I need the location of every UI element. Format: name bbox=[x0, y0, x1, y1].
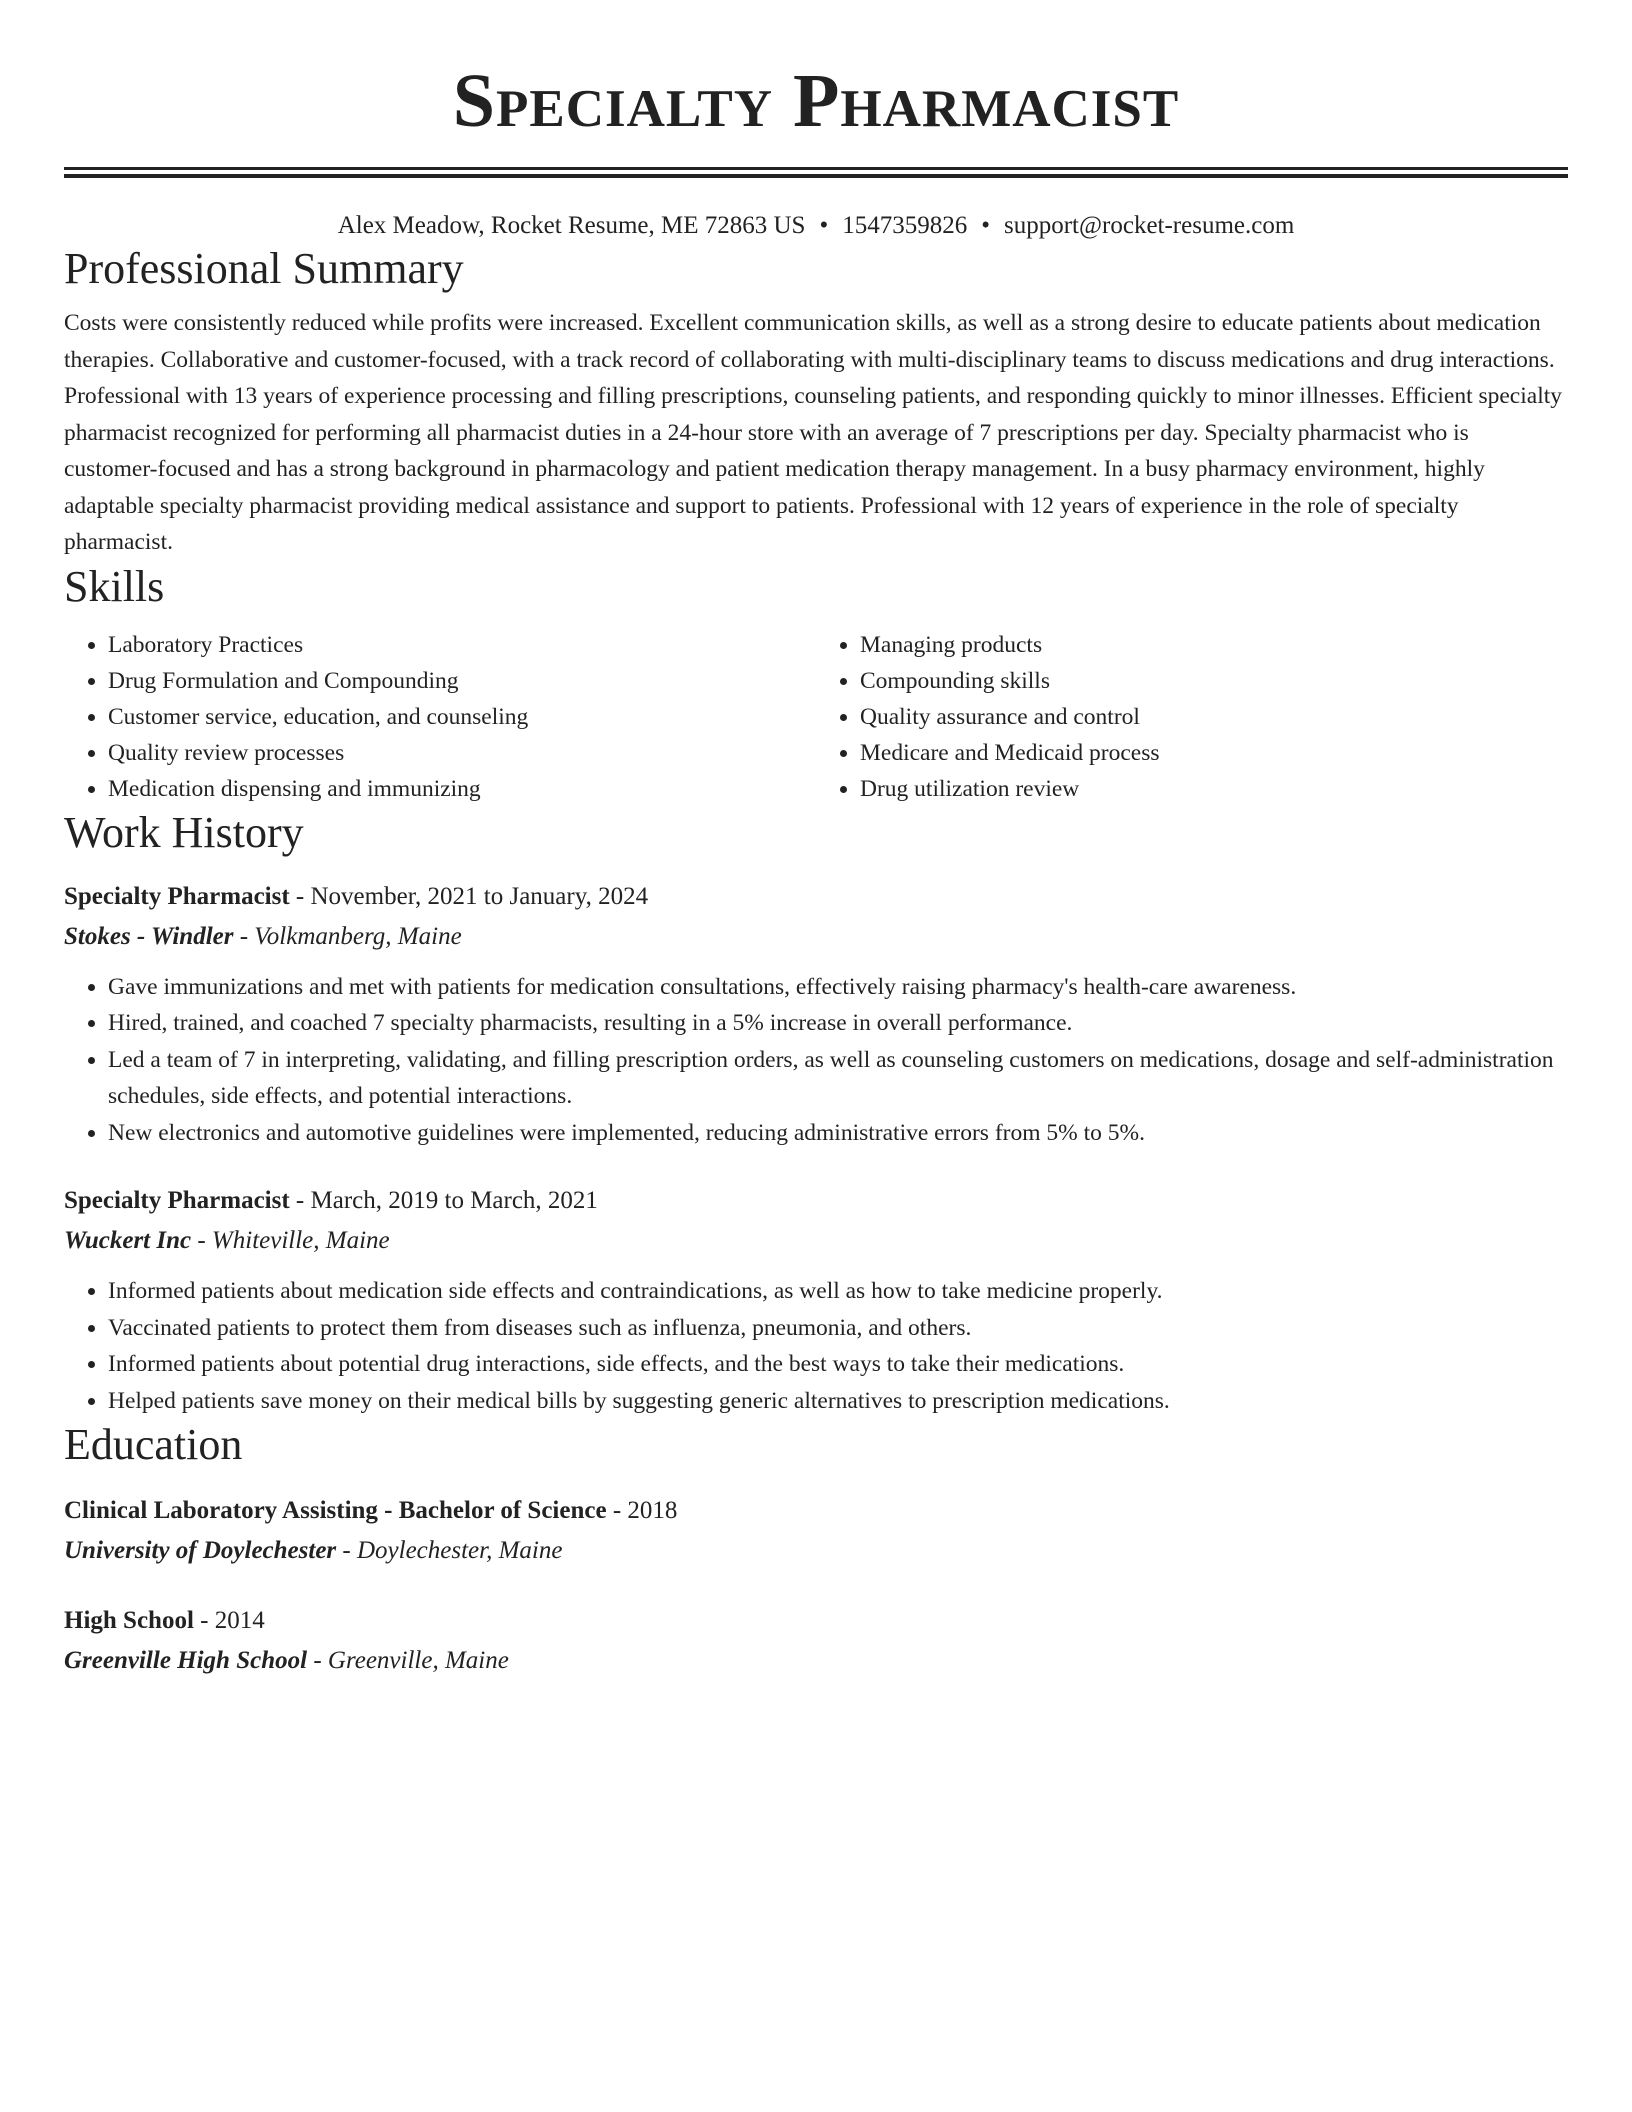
contact-line bbox=[64, 209, 1568, 243]
job-company-line bbox=[64, 1221, 1568, 1261]
education-school: Greenville High School bbox=[64, 1647, 308, 1674]
education-location: - Greenville, Maine bbox=[307, 1647, 509, 1674]
job-entry bbox=[64, 1181, 1568, 1419]
job-duty: • Hired, trained, and coached 7 specialty pharmacists, resulting in a 5% increase in overall performance. bbox=[108, 1005, 1568, 1042]
work-history-heading: Work History bbox=[64, 807, 304, 857]
job-duty: • Informed patients about medication side effects and contraindications, as well as how to take medicine properly. bbox=[108, 1273, 1568, 1310]
job-dates: - November, 2021 to January, 2024 bbox=[289, 882, 649, 910]
education-school: University of Doylechester bbox=[64, 1537, 337, 1564]
job-duty: • Helped patients save money on their medical bills by suggesting generic alternatives to prescription medications. bbox=[108, 1383, 1568, 1420]
job-duty: • Gave immunizations and met with patients for medication consultations, effectively raising pharmacy's health-care awareness. bbox=[108, 969, 1568, 1006]
education-year: - 2014 bbox=[193, 1607, 265, 1634]
skill-item: • Quality review processes bbox=[108, 735, 816, 771]
education-year: - 2018 bbox=[606, 1497, 678, 1524]
skill-item: • Medicare and Medicaid process bbox=[860, 735, 1568, 771]
education-degree: Clinical Laboratory Assisting - Bachelor of Science bbox=[64, 1497, 607, 1524]
skill-item: • Managing products bbox=[860, 627, 1568, 663]
job-role: Specialty Pharmacist bbox=[64, 1187, 290, 1214]
skills-column-left bbox=[64, 627, 816, 807]
education-entry bbox=[64, 1601, 1568, 1681]
contact-email: support@rocket-resume.com bbox=[1004, 212, 1295, 239]
skills-list bbox=[64, 627, 1568, 807]
education-heading: Education bbox=[64, 1420, 243, 1469]
education-school-line bbox=[64, 1531, 1568, 1571]
education-entry bbox=[64, 1491, 1568, 1571]
education-degree-line bbox=[64, 1601, 1568, 1641]
skill-item: • Medication dispensing and immunizing bbox=[108, 771, 816, 807]
job-entry bbox=[64, 877, 1568, 1152]
education-degree-line bbox=[64, 1491, 1568, 1531]
education-location: - Doylechester, Maine bbox=[336, 1537, 563, 1564]
skill-item: • Drug utilization review bbox=[860, 771, 1568, 807]
job-company: Stokes - Windler bbox=[64, 922, 234, 950]
contact-separator: • bbox=[819, 212, 829, 239]
summary-heading: Professional Summary bbox=[64, 244, 464, 293]
job-duties bbox=[64, 969, 1568, 1152]
skill-item: • Customer service, education, and counseling bbox=[108, 699, 816, 735]
contact-phone: 1547359826 bbox=[842, 212, 968, 239]
job-company: Wuckert Inc bbox=[64, 1227, 192, 1254]
resume-title: Specialty Pharmacist bbox=[452, 59, 1180, 143]
education-school-line bbox=[64, 1641, 1568, 1681]
education-degree: High School bbox=[64, 1607, 194, 1634]
job-duty: • Informed patients about potential drug interactions, side effects, and the best ways to take their medications. bbox=[108, 1346, 1568, 1383]
job-duties bbox=[64, 1273, 1568, 1419]
job-dates: - March, 2019 to March, 2021 bbox=[289, 1187, 598, 1214]
contact-address: Alex Meadow, Rocket Resume, ME 72863 US bbox=[337, 212, 806, 239]
job-duty: • New electronics and automotive guidelines were implemented, reducing administrative errors from 5% to 5%. bbox=[108, 1115, 1568, 1152]
skill-item: • Drug Formulation and Compounding bbox=[108, 663, 816, 699]
job-title-line bbox=[64, 877, 1568, 917]
job-role: Specialty Pharmacist bbox=[64, 882, 290, 910]
summary-text: Costs were consistently reduced while profits were increased. Excellent communication skills, as well as a strong desire to educate patients about medication therapies. Collaborative and customer-focused, with a track record of collaborating with multi-disciplinary teams to discuss medications and drug interactions. Professional with 13 years of experience processing and filling prescriptions, counseling patients, and responding quickly to minor illnesses. Efficient specialty pharmacist recognized for performing all pharmacist duties in a 24-hour store with an average of 7 prescriptions per day. Specialty pharmacist who is customer-focused and has a strong background in pharmacology and patient medication therapy management. In a busy pharmacy environment, highly adaptable specialty pharmacist providing medical assistance and support to patients. Professional with 12 years of experience in the role of specialty pharmacist. bbox=[64, 310, 1562, 555]
job-duty: • Led a team of 7 in interpreting, validating, and filling prescription orders, as well as counseling customers on medications, dosage and self-administration schedules, side effects, and potential interactions. bbox=[108, 1042, 1568, 1115]
job-location: - Volkmanberg, Maine bbox=[233, 922, 462, 950]
title-divider bbox=[64, 167, 1568, 170]
skill-item: • Quality assurance and control bbox=[860, 699, 1568, 735]
job-company-line bbox=[64, 917, 1568, 957]
skill-item: • Laboratory Practices bbox=[108, 627, 816, 663]
contact-separator: • bbox=[981, 212, 990, 239]
job-duty: • Vaccinated patients to protect them from diseases such as influenza, pneumonia, and others. bbox=[108, 1310, 1568, 1347]
skill-item: • Compounding skills bbox=[860, 663, 1568, 699]
skills-heading: Skills bbox=[64, 561, 165, 611]
skills-column-right bbox=[816, 627, 1568, 807]
job-location: - Whiteville, Maine bbox=[191, 1227, 390, 1254]
job-title-line bbox=[64, 1181, 1568, 1221]
